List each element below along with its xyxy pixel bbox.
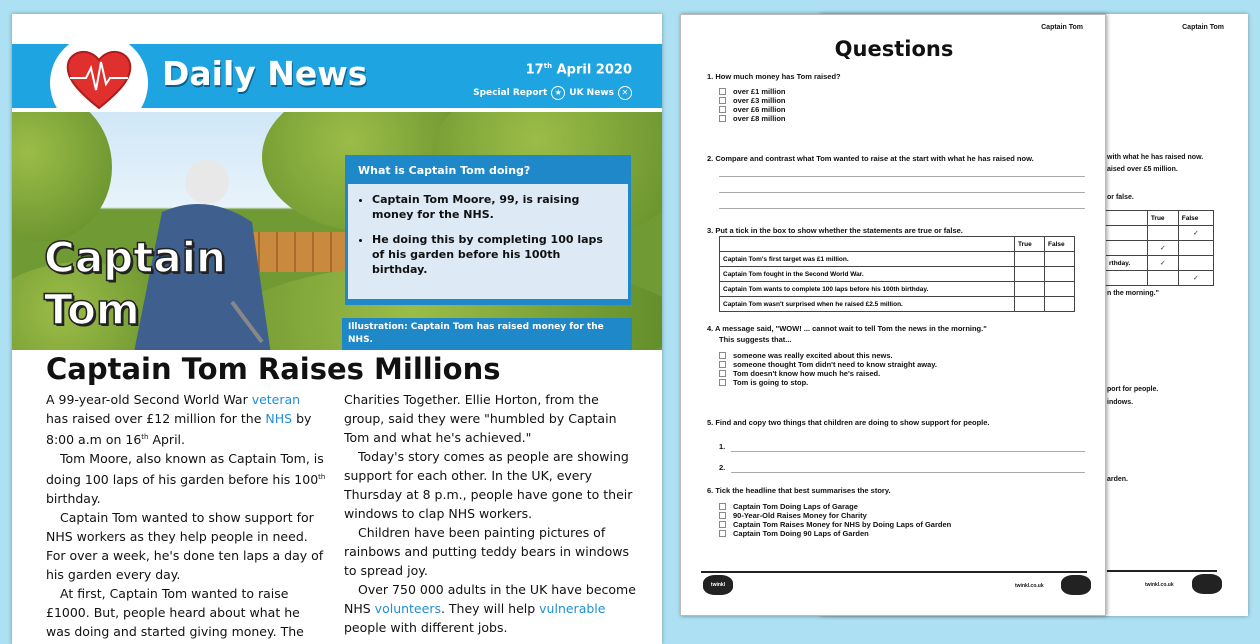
answer-line[interactable] bbox=[719, 176, 1085, 177]
checkbox[interactable] bbox=[719, 97, 726, 104]
tick-cell[interactable] bbox=[1015, 252, 1045, 267]
option[interactable]: 90-Year-Old Raises Money for Charity bbox=[719, 511, 951, 520]
twinkl-logo: twinkl bbox=[703, 575, 733, 595]
tick-icon: ✓ bbox=[1178, 271, 1213, 286]
footer-line bbox=[1107, 570, 1217, 572]
checkbox[interactable] bbox=[719, 521, 726, 528]
tick-cell[interactable] bbox=[1015, 297, 1045, 312]
paragraph: A 99-year-old Second World War veteran has raised over £12 million for the NHS by 8:00 a.m on 16th April. bbox=[46, 392, 312, 448]
newspaper-title: Daily News bbox=[162, 54, 368, 93]
article-column-2 bbox=[344, 390, 640, 637]
headline: Captain Tom Raises Millions bbox=[46, 352, 501, 386]
checkbox[interactable] bbox=[719, 361, 726, 368]
checkbox[interactable] bbox=[719, 88, 726, 95]
glossary-link[interactable]: NHS bbox=[265, 411, 293, 426]
glossary-link[interactable]: veteran bbox=[251, 392, 301, 407]
tick-cell[interactable] bbox=[1045, 267, 1075, 282]
option[interactable]: Captain Tom Doing 90 Laps of Garden bbox=[719, 529, 951, 538]
worksheet-title: Questions bbox=[834, 37, 954, 61]
newspaper-page bbox=[12, 14, 662, 644]
paragraph: Tom Moore, also known as Captain Tom, is doing 100 laps of his garden before his 100th birthday. bbox=[46, 451, 326, 507]
info-box-heading: What is Captain Tom doing? bbox=[358, 164, 531, 177]
question-2: 2. Compare and contrast what Tom wanted to raise at the start with what he has raised now. bbox=[707, 154, 1034, 163]
footer-line bbox=[701, 571, 1087, 573]
col-false: False bbox=[1045, 237, 1075, 252]
option[interactable]: Captain Tom Doing Laps of Garage bbox=[719, 502, 951, 511]
answer-line[interactable] bbox=[731, 451, 1085, 452]
issue-date: 17th April 2020 bbox=[525, 62, 632, 78]
checkbox[interactable] bbox=[719, 370, 726, 377]
option[interactable]: over £1 million bbox=[719, 87, 786, 96]
heart-icon bbox=[64, 44, 134, 114]
paragraph: Today's story comes as people are showing support for each other. In the UK, every Thursday at 8 p.m., people have gone to their windows to clap NHS workers. bbox=[344, 449, 633, 521]
footer-url: twinkl.co.uk bbox=[1015, 583, 1044, 589]
info-bullet: • He doing this by completing 100 laps of his garden before his 100th birthday. bbox=[372, 232, 618, 277]
question-1: 1. How much money has Tom raised? bbox=[707, 72, 841, 81]
star-icon: ★ bbox=[551, 86, 565, 100]
option[interactable]: someone was really excited about this news. bbox=[719, 351, 937, 360]
answer-line[interactable] bbox=[719, 208, 1085, 209]
checkbox[interactable] bbox=[719, 352, 726, 359]
glossary-link[interactable]: vulnerable bbox=[539, 601, 606, 616]
option[interactable]: over £6 million bbox=[719, 105, 786, 114]
logo-icon bbox=[1192, 574, 1222, 594]
tick-cell[interactable] bbox=[1045, 297, 1075, 312]
tick-cell[interactable] bbox=[1015, 282, 1045, 297]
question-4-continued: This suggests that... bbox=[719, 335, 792, 344]
q6-options bbox=[719, 502, 951, 538]
info-box bbox=[345, 155, 631, 305]
row-text: rthday. bbox=[1106, 256, 1147, 271]
answer-text: with what he has raised now. bbox=[1107, 154, 1204, 161]
answer-text: aised over £5 million. bbox=[1107, 166, 1178, 173]
checkbox[interactable] bbox=[719, 106, 726, 113]
illustration-caption: Illustration: Captain Tom has raised money for the NHS. bbox=[342, 318, 632, 350]
q1-options bbox=[719, 87, 786, 123]
special-report-label: Special Report bbox=[473, 88, 548, 98]
tick-cell[interactable] bbox=[1045, 282, 1075, 297]
line-label: 2. bbox=[719, 463, 726, 472]
answer-text: arden. bbox=[1107, 476, 1129, 483]
info-bullet: • Captain Tom Moore, 99, is raising money for the NHS. bbox=[372, 192, 618, 222]
answer-table bbox=[1106, 210, 1214, 286]
true-false-table bbox=[719, 236, 1075, 312]
q4-options bbox=[719, 351, 937, 387]
answer-line[interactable] bbox=[719, 192, 1085, 193]
option[interactable]: over £8 million bbox=[719, 114, 786, 123]
answer-text: or false. bbox=[1107, 194, 1134, 201]
glossary-link[interactable]: volunteers bbox=[374, 601, 441, 616]
page-header: Captain Tom bbox=[1041, 24, 1083, 31]
paragraph: Captain Tom wanted to show support for NHS workers as they help people in need. For over a week, he's done ten laps a day of his garden every day. bbox=[46, 510, 324, 583]
tick-cell[interactable] bbox=[1015, 267, 1045, 282]
statement: Captain Tom wants to complete 100 laps before his 100th birthday. bbox=[720, 282, 1015, 297]
checkbox[interactable] bbox=[719, 512, 726, 519]
option[interactable]: Tom is going to stop. bbox=[719, 378, 937, 387]
paragraph: At first, Captain Tom wanted to raise £1000. But, people heard about what he was doing and started giving money. The bbox=[46, 586, 304, 640]
tags bbox=[473, 86, 632, 100]
option[interactable]: over £3 million bbox=[719, 96, 786, 105]
tick-icon: ✓ bbox=[1147, 241, 1178, 256]
statement: Captain Tom wasn't surprised when he raised £2.5 million. bbox=[720, 297, 1015, 312]
tick-icon: ✓ bbox=[1178, 226, 1213, 241]
paragraph: Over 750 000 adults in the UK have become NHS volunteers. They will help vulnerable people with different jobs. bbox=[344, 582, 636, 635]
col-true: True bbox=[1015, 237, 1045, 252]
checkbox[interactable] bbox=[719, 503, 726, 510]
tick-icon: ✓ bbox=[1147, 256, 1178, 271]
question-sheet-page bbox=[680, 14, 1106, 616]
option[interactable]: Captain Tom Raises Money for NHS by Doing Laps of Garden bbox=[719, 520, 951, 529]
answer-text: indows. bbox=[1107, 399, 1134, 406]
option[interactable]: someone thought Tom didn't need to know straight away. bbox=[719, 360, 937, 369]
option[interactable]: Tom doesn't know how much he's raised. bbox=[719, 369, 937, 378]
answer-text: n the morning." bbox=[1107, 290, 1159, 297]
question-6: 6. Tick the headline that best summarises the story. bbox=[707, 486, 891, 495]
checkbox[interactable] bbox=[719, 379, 726, 386]
statement: Captain Tom's first target was £1 million. bbox=[720, 252, 1015, 267]
col-false: False bbox=[1178, 211, 1213, 226]
flag-icon: ✕ bbox=[618, 86, 632, 100]
footer-url: twinkl.co.uk bbox=[1145, 582, 1174, 588]
logo-icon bbox=[1061, 575, 1091, 595]
question-4: 4. A message said, "WOW! ... cannot wait to tell Tom the news in the morning." bbox=[707, 324, 987, 333]
col-true: True bbox=[1147, 211, 1178, 226]
statement: Captain Tom fought in the Second World War. bbox=[720, 267, 1015, 282]
answer-line[interactable] bbox=[731, 472, 1085, 473]
question-3: 3. Put a tick in the box to show whether the statements are true or false. bbox=[707, 226, 963, 235]
tick-cell[interactable] bbox=[1045, 252, 1075, 267]
line-label: 1. bbox=[719, 442, 726, 451]
illustration-title: Captain Tom bbox=[44, 233, 226, 334]
checkbox[interactable] bbox=[719, 530, 726, 537]
paragraph: Children have been painting pictures of rainbows and putting teddy bears in windows to spread joy. bbox=[344, 525, 629, 578]
checkbox[interactable] bbox=[719, 115, 726, 122]
question-5: 5. Find and copy two things that children are doing to show support for people. bbox=[707, 418, 990, 427]
uk-news-label: UK News bbox=[569, 88, 614, 98]
info-box-body bbox=[348, 184, 628, 299]
page-header: Captain Tom bbox=[1182, 24, 1224, 31]
paragraph: Charities Together. Ellie Horton, from the group, said they were "humbled by Captain Tom and what he's achieved." bbox=[344, 392, 617, 445]
answer-text: port for people. bbox=[1107, 386, 1159, 393]
article-column-1 bbox=[46, 390, 326, 641]
